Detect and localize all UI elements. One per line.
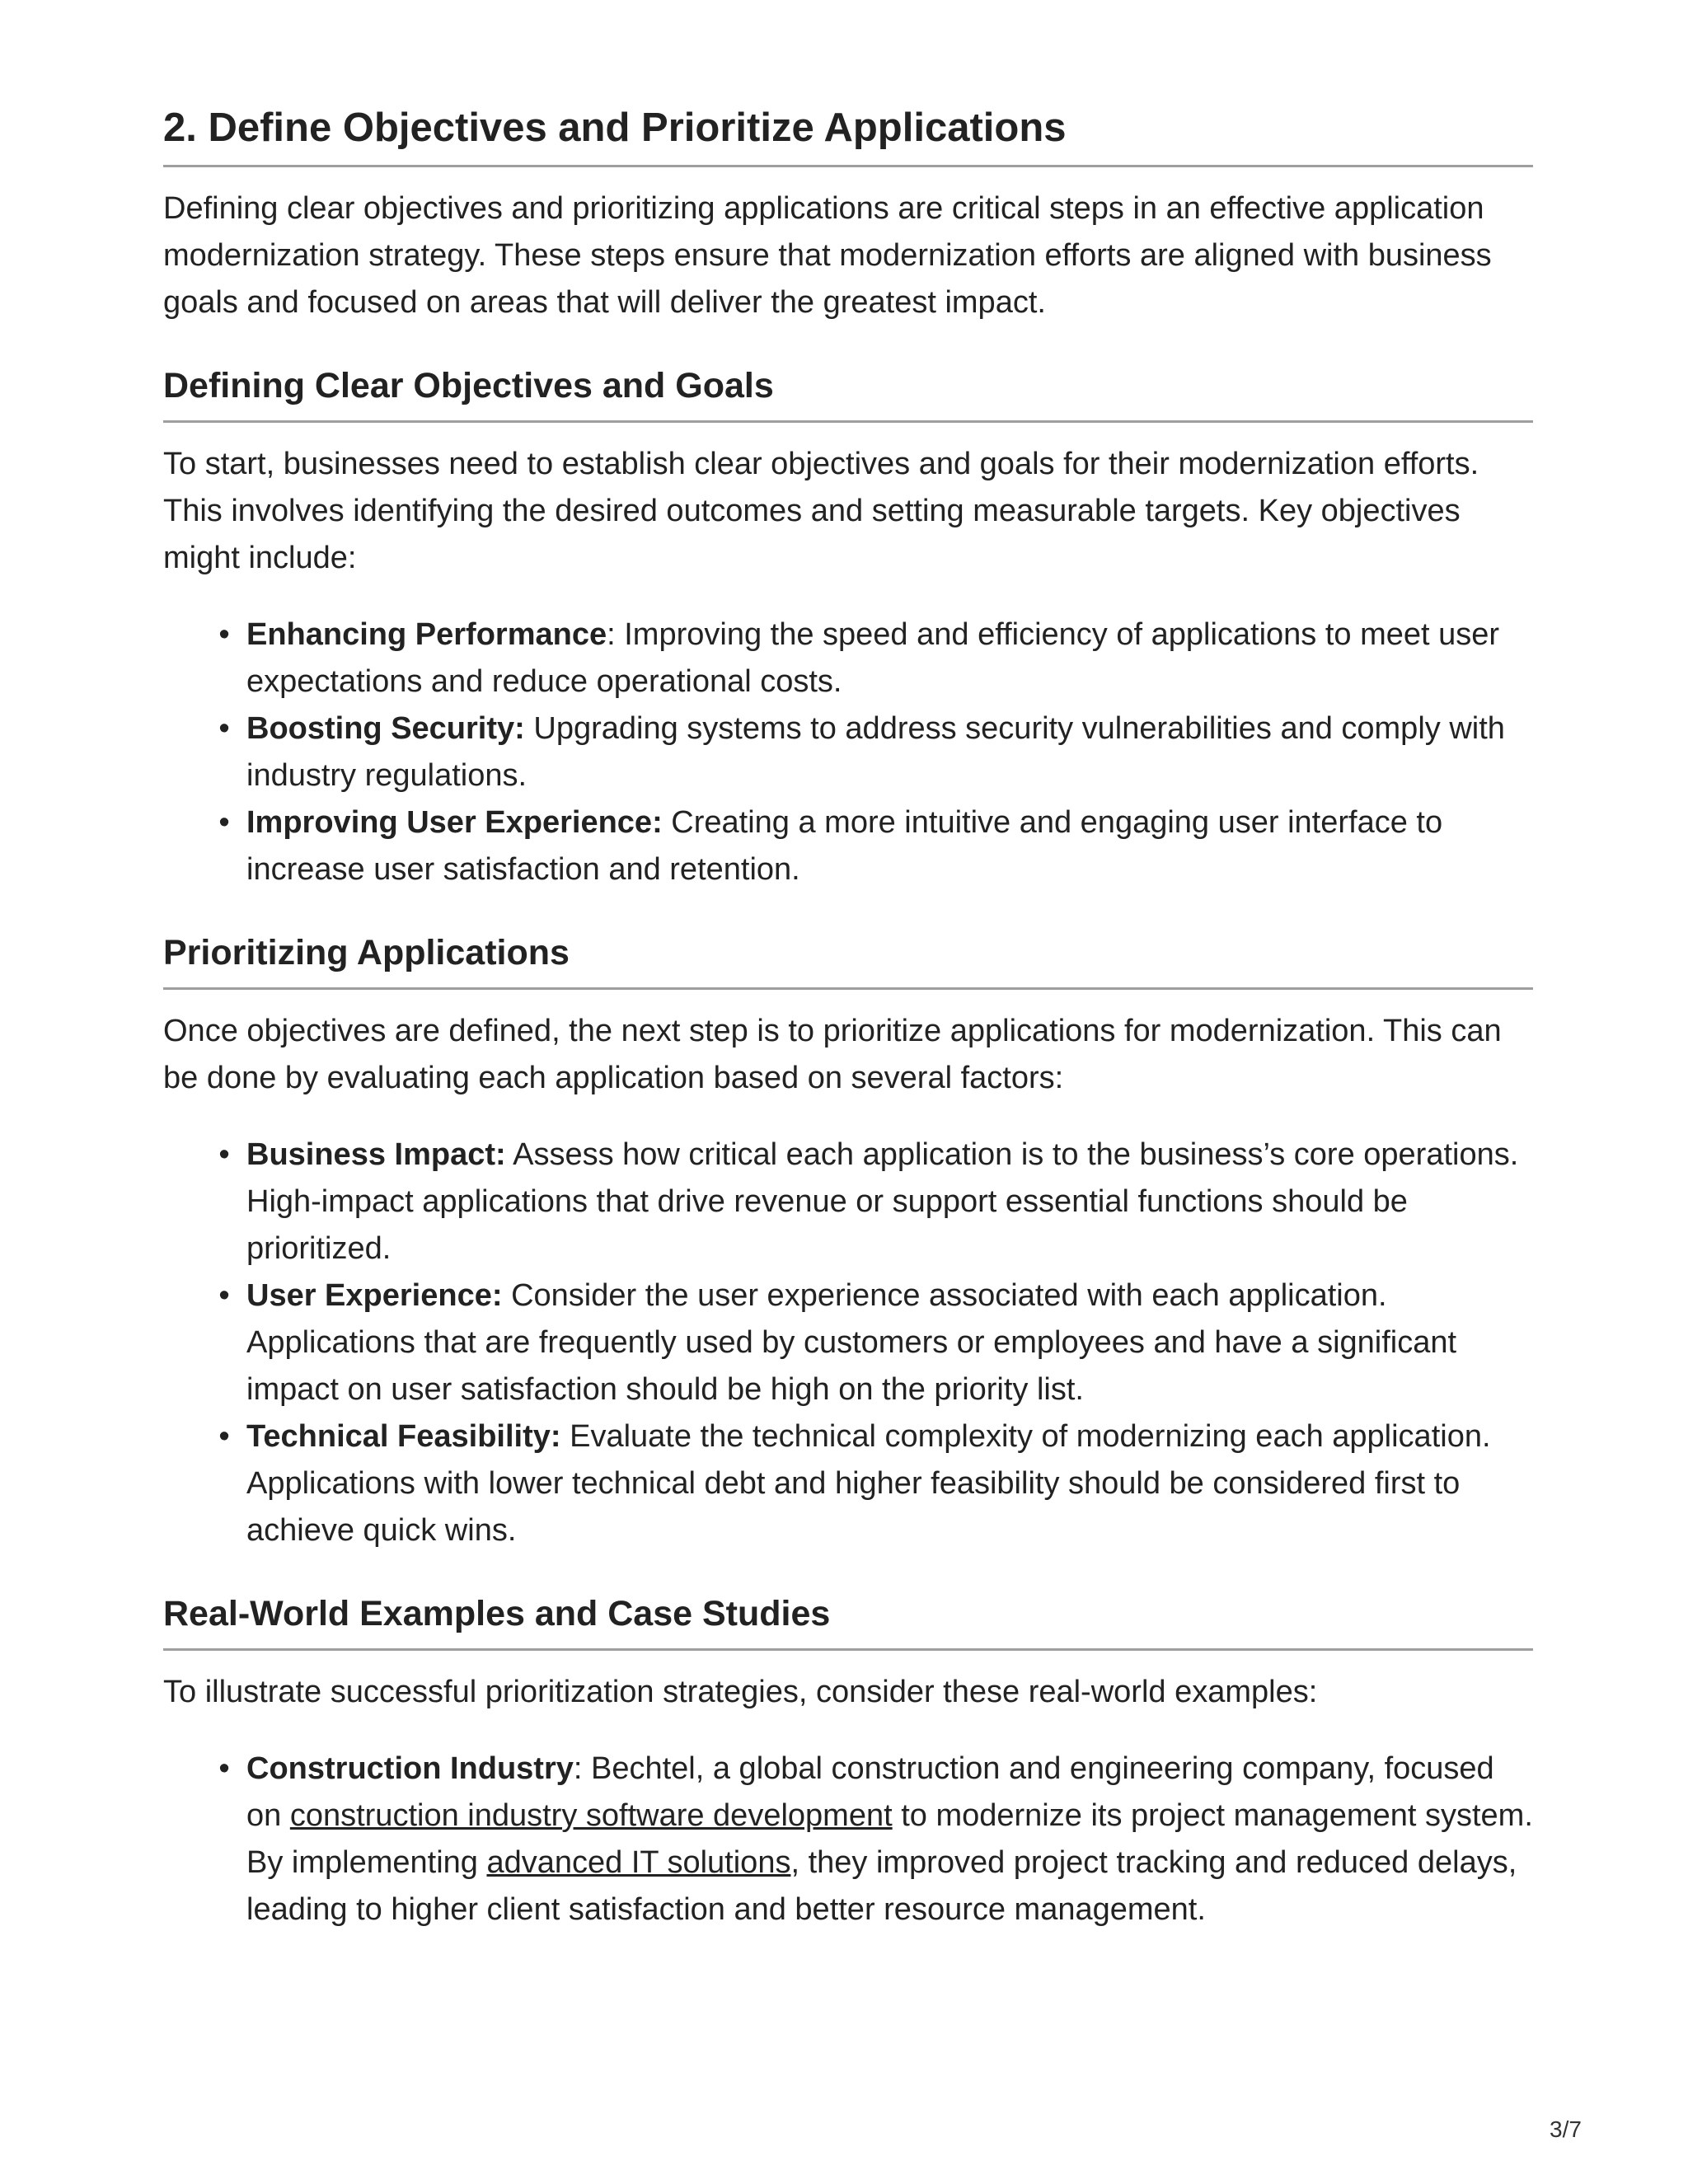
bullet-icon: • (218, 1137, 230, 1172)
item-term: Construction Industry (246, 1750, 574, 1786)
list-item (218, 1746, 1533, 1933)
section-paragraph-examples: To illustrate successful prioritization strategies, consider these real-world examples: (163, 1674, 1318, 1709)
section-paragraph-prioritizing: Once objectives are defined, the next step is to prioritize applications for modernization. This can be done by evaluating each application based on several factors: (163, 1013, 1502, 1095)
item-text: Creating a more intuitive and engaging user interface to increase user satisfaction and retention. (246, 805, 1443, 887)
item-separator (525, 711, 534, 746)
bullet-icon: • (218, 1418, 230, 1454)
item-text: Evaluate the technical complexity of modernizing each application. Applications with lower technical debt and higher feasibility should be considered first to achieve quick wins. (246, 1418, 1491, 1548)
page-number: 3/7 (1550, 2116, 1582, 2142)
section-heading-objectives: Defining Clear Objectives and Goals (163, 364, 1533, 423)
section-heading-prioritizing: Prioritizing Applications (163, 931, 1533, 990)
list-item (218, 705, 1533, 799)
item-text: , they improved project tracking and reduced delays, leading to higher client satisfaction and better resource management. (246, 1844, 1517, 1927)
examples-list (163, 1746, 1533, 1933)
section-heading-examples: Real-World Examples and Case Studies (163, 1592, 1533, 1651)
article (163, 103, 1533, 1933)
list-item (218, 1272, 1533, 1413)
list-item (218, 612, 1533, 705)
item-text: Upgrading systems to address security vulnerabilities and comply with industry regulations. (246, 711, 1505, 793)
bullet-icon: • (218, 711, 230, 746)
item-text: to modernize its project management system. By implementing (246, 1797, 1533, 1880)
item-text: : Bechtel, a global construction and engineering company, focused on (246, 1750, 1494, 1833)
page-title: 2. Define Objectives and Prioritize Applications (163, 103, 1533, 167)
item-separator (503, 1278, 512, 1313)
item-text: Improving the speed and efficiency of applications to meet user expectations and reduce operational costs. (246, 617, 1500, 699)
construction-software-link[interactable]: construction industry software development (289, 1797, 893, 1833)
item-term: User Experience: (246, 1277, 503, 1313)
factors-list (163, 1132, 1533, 1554)
item-text: Consider the user experience associated with each application. Applications that are frequently used by customers or employees and have a significant impact on user satisfaction should be high on the priority list. (246, 1277, 1457, 1407)
section-paragraph-objectives: To start, businesses need to establish clear objectives and goals for their modernization efforts. This involves identifying the desired outcomes and setting measurable targets. Key objectives might include: (163, 447, 1479, 575)
item-separator (506, 1137, 513, 1172)
item-separator (663, 805, 672, 840)
bullet-icon: • (218, 617, 230, 652)
list-item (218, 799, 1533, 893)
item-text: Assess how critical each application is to the business’s core operations. High-impact applications that drive revenue or support essential functions should be prioritized. (246, 1137, 1519, 1266)
objectives-list (163, 612, 1533, 893)
list-item (218, 1413, 1533, 1554)
item-term: Business Impact: (246, 1137, 506, 1172)
bullet-icon: • (218, 805, 230, 840)
list-item (218, 1132, 1533, 1272)
item-term: Enhancing Performance (246, 617, 607, 652)
intro-paragraph: Defining clear objectives and prioritizing applications are critical steps in an effective application modernization strategy. These steps ensure that modernization efforts are aligned with business goals and focused on areas that will deliver the greatest impact. (163, 191, 1492, 321)
bullet-icon: • (218, 1277, 230, 1313)
advanced-it-solutions-link[interactable]: advanced IT solutions (486, 1844, 791, 1880)
item-term: Technical Feasibility: (246, 1418, 561, 1454)
item-separator (561, 1419, 570, 1454)
item-term: Boosting Security: (246, 711, 525, 746)
item-separator: : (607, 617, 625, 652)
bullet-icon: • (218, 1750, 230, 1786)
item-term: Improving User Experience: (246, 805, 663, 840)
